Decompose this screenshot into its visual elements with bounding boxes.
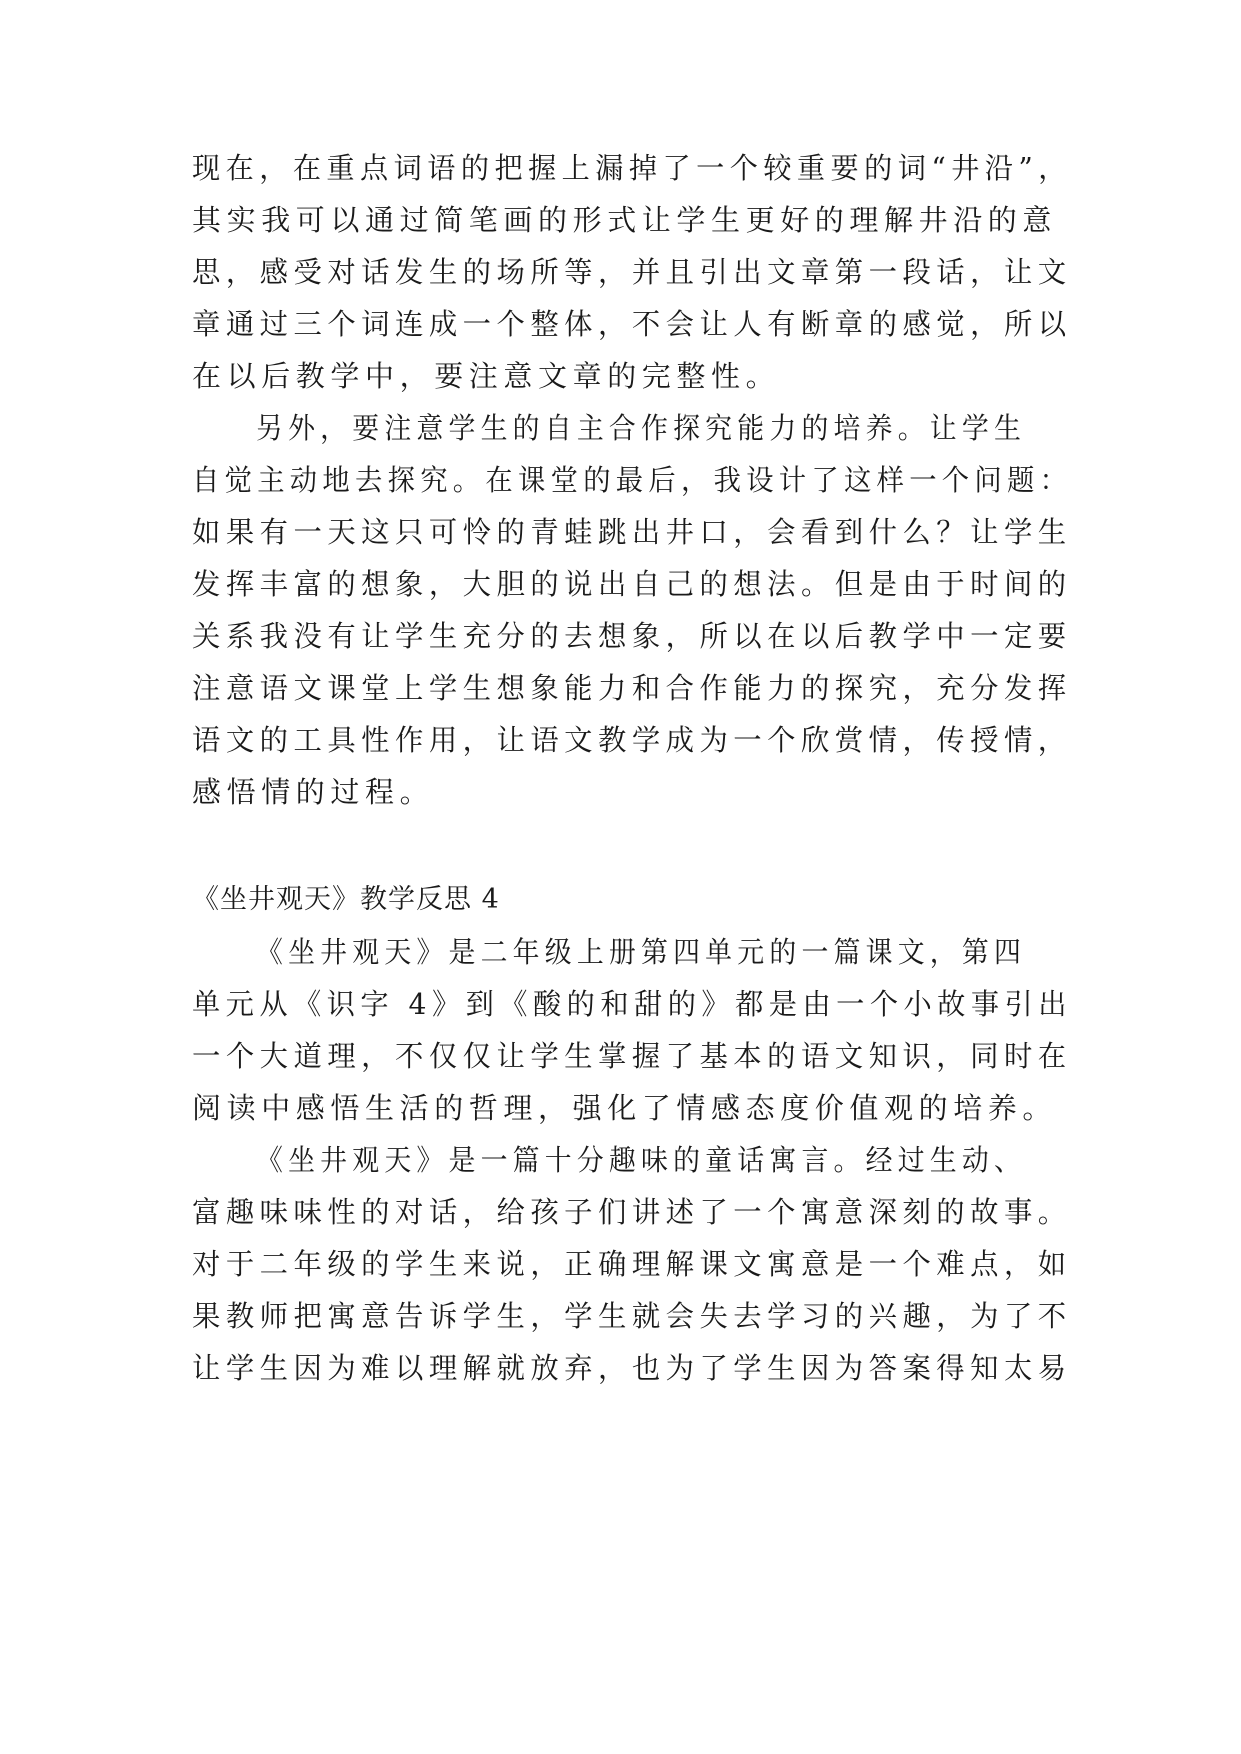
text-line: 让学生因为难以理解就放弃，也为了学生因为答案得知太易 xyxy=(192,1351,1072,1385)
text-line: 发挥丰富的想象，大胆的说出自己的想法。但是由于时间的 xyxy=(192,567,1072,601)
text-line: 如果有一天这只可怜的青蛙跳出井口，会看到什么？让学生 xyxy=(192,515,1072,549)
text-line: 另外，要注意学生的自主合作探究能力的培养。让学生 xyxy=(256,411,1027,445)
text-line: 自觉主动地去探究。在课堂的最后，我设计了这样一个问题： xyxy=(192,463,1073,497)
text-line: 语文的工具性作用，让语文教学成为一个欣赏情，传授情， xyxy=(192,723,1072,757)
section-heading: 《坐井观天》教学反思 4 xyxy=(192,884,500,915)
text-line: 对于二年级的学生来说，正确理解课文寓意是一个难点，如 xyxy=(192,1247,1072,1281)
text-line: 《坐井观天》是一篇十分趣味的童话寓言。经过生动、 xyxy=(256,1143,1027,1177)
text-line: 在以后教学中，要注意文章的完整性。 xyxy=(192,359,781,393)
text-line: 单元从《识字 4》到《酸的和甜的》都是由一个小故事引出 xyxy=(192,987,1072,1021)
text-line: 关系我没有让学生充分的去想象，所以在以后教学中一定要 xyxy=(192,619,1072,653)
text-line: 思，感受对话发生的场所等，并且引出文章第一段话，让文 xyxy=(192,255,1072,289)
text-line: 《坐井观天》是二年级上册第四单元的一篇课文，第四 xyxy=(256,935,1027,969)
text-line: 一个大道理，不仅仅让学生掌握了基本的语文知识，同时在 xyxy=(192,1039,1072,1073)
text-line: 现在，在重点词语的把握上漏掉了一个较重要的词“井沿”， xyxy=(192,151,1072,185)
text-line: 注意语文课堂上学生想象能力和合作能力的探究，充分发挥 xyxy=(192,671,1072,705)
text-line: 果教师把寓意告诉学生，学生就会失去学习的兴趣，为了不 xyxy=(192,1299,1072,1333)
text-line: 感悟情的过程。 xyxy=(192,775,435,809)
text-line: 其实我可以通过简笔画的形式让学生更好的理解井沿的意 xyxy=(192,203,1058,237)
text-line: 章通过三个词连成一个整体，不会让人有断章的感觉，所以 xyxy=(192,307,1072,341)
text-line: 富趣味味性的对话，给孩子们讲述了一个寓意深刻的故事。 xyxy=(192,1195,1072,1229)
text-line: 阅读中感悟生活的哲理，强化了情感态度价值观的培养。 xyxy=(192,1091,1058,1125)
